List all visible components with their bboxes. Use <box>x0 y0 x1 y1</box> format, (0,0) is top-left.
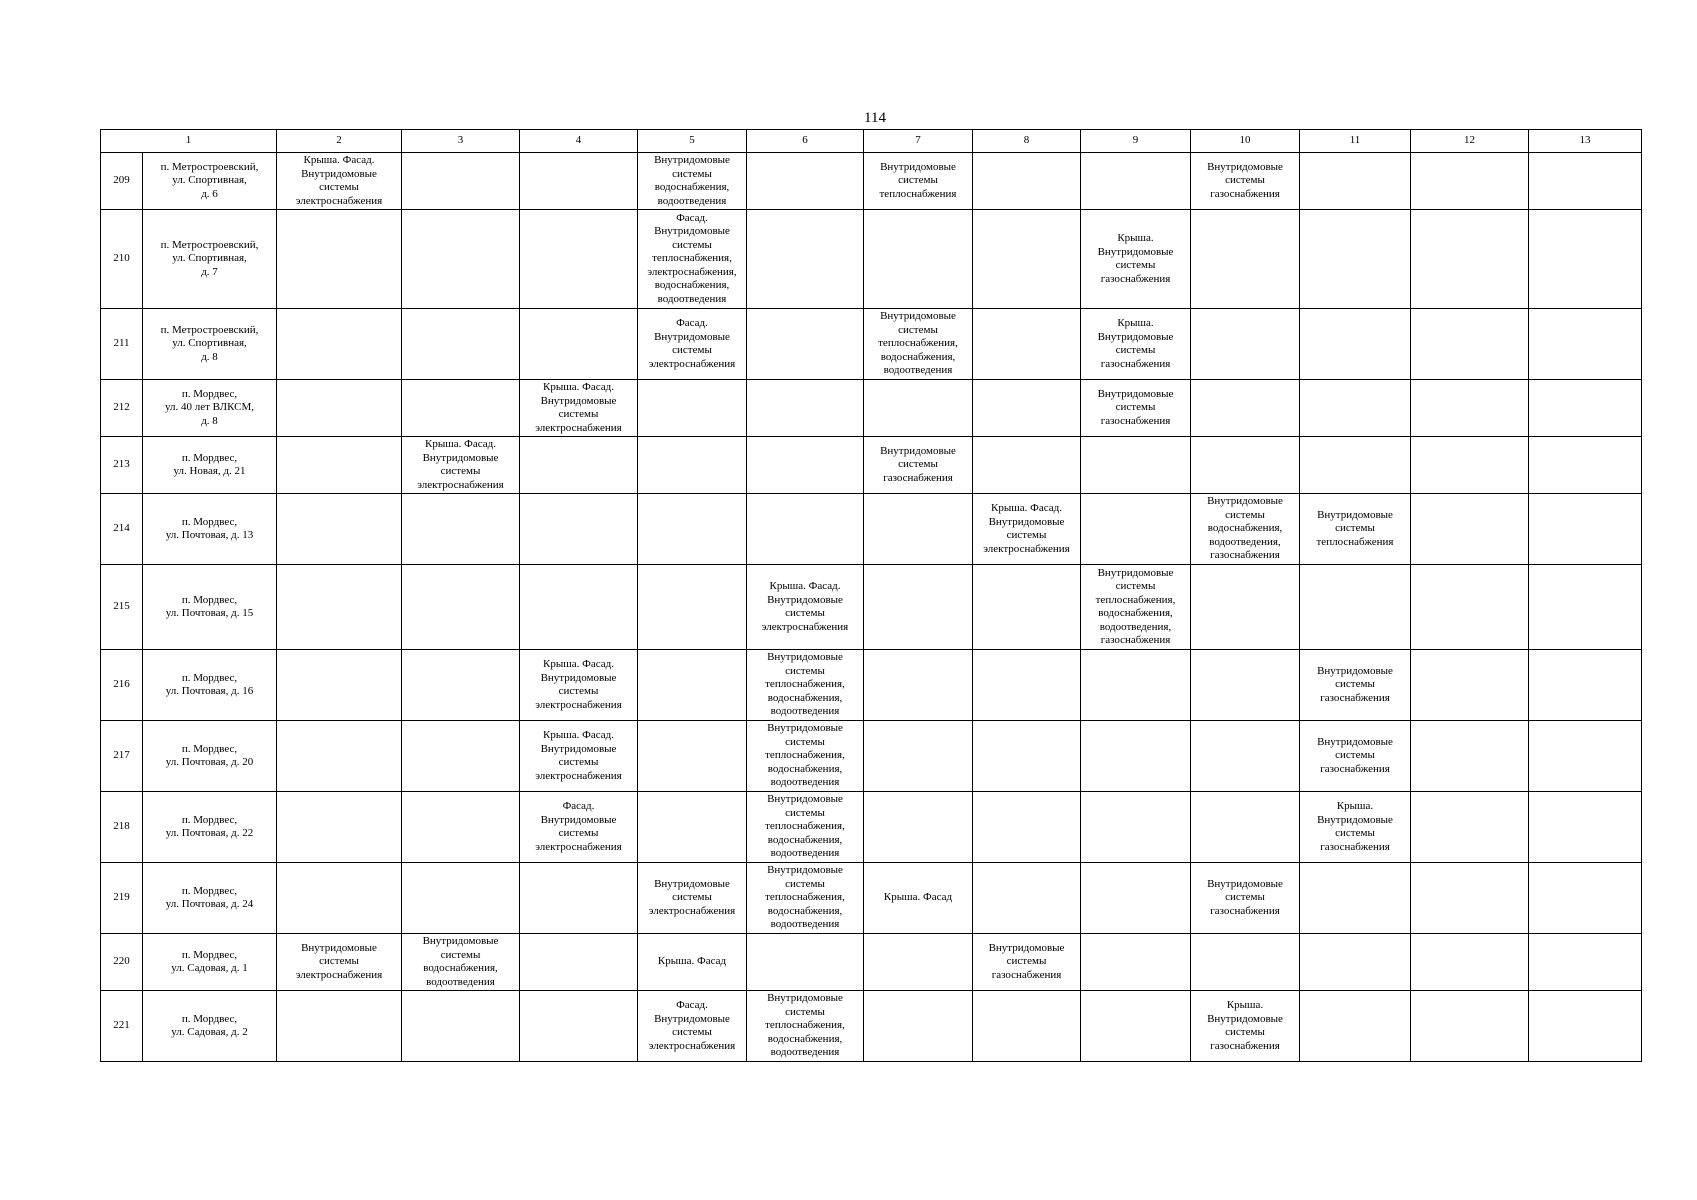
address-cell: п. Мордвес, ул. Новая, д. 21 <box>143 437 277 494</box>
work-cell-col-9 <box>1081 934 1191 991</box>
work-cell-col-8 <box>973 650 1081 721</box>
work-cell-col-13 <box>1529 991 1642 1062</box>
header-row <box>101 130 1642 153</box>
work-cell-col-10: Внутридомовые системы газоснабжения <box>1191 153 1300 210</box>
work-cell-col-9 <box>1081 650 1191 721</box>
work-cell-col-6: Внутридомовые системы теплоснабжения, водоснабжения, водоотведения <box>747 991 864 1062</box>
work-cell-col-9: Внутридомовые системы газоснабжения <box>1081 380 1191 437</box>
work-cell-col-6 <box>747 210 864 309</box>
address-cell: п. Мордвес, ул. 40 лет ВЛКСМ, д. 8 <box>143 380 277 437</box>
work-cell-col-2 <box>277 991 402 1062</box>
work-cell-col-9: Внутридомовые системы теплоснабжения, водоснабжения, водоотведения, газоснабжения <box>1081 565 1191 650</box>
work-cell-col-13 <box>1529 650 1642 721</box>
work-cell-col-3: Внутридомовые системы водоснабжения, водоотведения <box>402 934 520 991</box>
header-cell-11: 11 <box>1300 130 1411 153</box>
work-cell-col-9 <box>1081 721 1191 792</box>
work-cell-col-8 <box>973 991 1081 1062</box>
work-cell-col-8 <box>973 437 1081 494</box>
table-row <box>101 991 1642 1062</box>
work-cell-col-5 <box>638 650 747 721</box>
address-cell: п. Мордвес, ул. Почтовая, д. 13 <box>143 494 277 565</box>
work-cell-col-7 <box>864 380 973 437</box>
work-cell-col-4 <box>520 210 638 309</box>
work-cell-col-12 <box>1411 863 1529 934</box>
work-cell-col-3 <box>402 210 520 309</box>
header-cell-3: 3 <box>402 130 520 153</box>
work-cell-col-11 <box>1300 380 1411 437</box>
work-cell-col-9 <box>1081 494 1191 565</box>
work-cell-col-7: Крыша. Фасад <box>864 863 973 934</box>
work-cell-col-6: Внутридомовые системы теплоснабжения, водоснабжения, водоотведения <box>747 792 864 863</box>
table-row <box>101 863 1642 934</box>
work-cell-col-12 <box>1411 494 1529 565</box>
work-cell-col-8 <box>973 309 1081 380</box>
row-number: 212 <box>101 380 143 437</box>
work-cell-col-9: Крыша. Внутридомовые системы газоснабжения <box>1081 210 1191 309</box>
work-cell-col-10 <box>1191 721 1300 792</box>
work-cell-col-2 <box>277 210 402 309</box>
work-cell-col-10 <box>1191 934 1300 991</box>
work-cell-col-12 <box>1411 792 1529 863</box>
work-cell-col-4 <box>520 494 638 565</box>
header-cell-6: 6 <box>747 130 864 153</box>
table-row <box>101 792 1642 863</box>
work-cell-col-6 <box>747 309 864 380</box>
address-cell: п. Мордвес, ул. Почтовая, д. 16 <box>143 650 277 721</box>
work-cell-col-2: Крыша. Фасад. Внутридомовые системы электроснабжения <box>277 153 402 210</box>
work-cell-col-3 <box>402 494 520 565</box>
work-cell-col-5 <box>638 380 747 437</box>
work-cell-col-13 <box>1529 309 1642 380</box>
work-cell-col-2 <box>277 494 402 565</box>
work-cell-col-9: Крыша. Внутридомовые системы газоснабжения <box>1081 309 1191 380</box>
work-cell-col-11: Внутридомовые системы газоснабжения <box>1300 721 1411 792</box>
work-cell-col-7 <box>864 210 973 309</box>
work-cell-col-12 <box>1411 309 1529 380</box>
work-cell-col-5: Фасад. Внутридомовые системы теплоснабжения, электроснабжения, водоснабжения, водоотведения <box>638 210 747 309</box>
header-cell-1: 1 <box>101 130 277 153</box>
work-cell-col-12 <box>1411 934 1529 991</box>
work-cell-col-13 <box>1529 863 1642 934</box>
work-cell-col-4 <box>520 991 638 1062</box>
work-cell-col-2 <box>277 792 402 863</box>
work-cell-col-9 <box>1081 153 1191 210</box>
work-cell-col-11 <box>1300 991 1411 1062</box>
table-row <box>101 380 1642 437</box>
work-cell-col-13 <box>1529 721 1642 792</box>
work-cell-col-11 <box>1300 309 1411 380</box>
work-cell-col-13 <box>1529 437 1642 494</box>
work-cell-col-7: Внутридомовые системы газоснабжения <box>864 437 973 494</box>
work-cell-col-13 <box>1529 565 1642 650</box>
row-number: 220 <box>101 934 143 991</box>
row-number: 217 <box>101 721 143 792</box>
work-cell-col-9 <box>1081 863 1191 934</box>
work-cell-col-8 <box>973 380 1081 437</box>
work-cell-col-10 <box>1191 565 1300 650</box>
work-cell-col-4: Фасад. Внутридомовые системы электроснабжения <box>520 792 638 863</box>
work-cell-col-7: Внутридомовые системы теплоснабжения <box>864 153 973 210</box>
work-cell-col-3 <box>402 792 520 863</box>
table-row <box>101 494 1642 565</box>
row-number: 218 <box>101 792 143 863</box>
table-row <box>101 934 1642 991</box>
table-row <box>101 721 1642 792</box>
work-cell-col-8 <box>973 721 1081 792</box>
work-cell-col-5 <box>638 494 747 565</box>
work-cell-col-6 <box>747 494 864 565</box>
work-cell-col-9 <box>1081 991 1191 1062</box>
work-cell-col-10 <box>1191 792 1300 863</box>
row-number: 216 <box>101 650 143 721</box>
header-cell-8: 8 <box>973 130 1081 153</box>
work-cell-col-6 <box>747 153 864 210</box>
page-number: 114 <box>864 110 886 126</box>
work-cell-col-4 <box>520 437 638 494</box>
work-cell-col-5 <box>638 565 747 650</box>
work-cell-col-12 <box>1411 721 1529 792</box>
work-cell-col-9 <box>1081 437 1191 494</box>
work-cell-col-11 <box>1300 437 1411 494</box>
work-cell-col-11 <box>1300 565 1411 650</box>
work-cell-col-2 <box>277 380 402 437</box>
work-cell-col-12 <box>1411 380 1529 437</box>
work-cell-col-5: Крыша. Фасад <box>638 934 747 991</box>
work-cell-col-8 <box>973 792 1081 863</box>
work-cell-col-10: Внутридомовые системы газоснабжения <box>1191 863 1300 934</box>
work-cell-col-13 <box>1529 153 1642 210</box>
work-cell-col-10 <box>1191 309 1300 380</box>
header-cell-5: 5 <box>638 130 747 153</box>
work-cell-col-8: Внутридомовые системы газоснабжения <box>973 934 1081 991</box>
row-number: 211 <box>101 309 143 380</box>
work-cell-col-7 <box>864 991 973 1062</box>
row-number: 209 <box>101 153 143 210</box>
work-cell-col-11 <box>1300 934 1411 991</box>
work-cell-col-4: Крыша. Фасад. Внутридомовые системы электроснабжения <box>520 650 638 721</box>
address-cell: п. Метростроевский, ул. Спортивная, д. 7 <box>143 210 277 309</box>
work-cell-col-13 <box>1529 494 1642 565</box>
work-cell-col-6 <box>747 934 864 991</box>
work-cell-col-4 <box>520 565 638 650</box>
work-cell-col-3 <box>402 309 520 380</box>
work-cell-col-10 <box>1191 210 1300 309</box>
work-cell-col-7 <box>864 494 973 565</box>
work-cell-col-5 <box>638 437 747 494</box>
work-cell-col-13 <box>1529 210 1642 309</box>
address-cell: п. Мордвес, ул. Садовая, д. 1 <box>143 934 277 991</box>
work-cell-col-7 <box>864 650 973 721</box>
work-cell-col-11 <box>1300 863 1411 934</box>
work-cell-col-12 <box>1411 991 1529 1062</box>
address-cell: п. Мордвес, ул. Почтовая, д. 22 <box>143 792 277 863</box>
row-number: 221 <box>101 991 143 1062</box>
table-row <box>101 650 1642 721</box>
address-cell: п. Мордвес, ул. Почтовая, д. 15 <box>143 565 277 650</box>
work-cell-col-10 <box>1191 380 1300 437</box>
work-cell-col-11: Внутридомовые системы газоснабжения <box>1300 650 1411 721</box>
header-cell-13: 13 <box>1529 130 1642 153</box>
table-row <box>101 309 1642 380</box>
work-cell-col-8 <box>973 153 1081 210</box>
work-cell-col-6: Внутридомовые системы теплоснабжения, водоснабжения, водоотведения <box>747 650 864 721</box>
work-cell-col-11 <box>1300 210 1411 309</box>
work-cell-col-6: Крыша. Фасад. Внутридомовые системы электроснабжения <box>747 565 864 650</box>
work-cell-col-13 <box>1529 934 1642 991</box>
work-cell-col-10 <box>1191 650 1300 721</box>
address-cell: п. Мордвес, ул. Почтовая, д. 24 <box>143 863 277 934</box>
work-cell-col-13 <box>1529 380 1642 437</box>
row-number: 215 <box>101 565 143 650</box>
work-cell-col-11: Крыша. Внутридомовые системы газоснабжения <box>1300 792 1411 863</box>
work-cell-col-3 <box>402 991 520 1062</box>
work-cell-col-12 <box>1411 437 1529 494</box>
work-cell-col-10: Крыша. Внутридомовые системы газоснабжения <box>1191 991 1300 1062</box>
address-cell: п. Метростроевский, ул. Спортивная, д. 6 <box>143 153 277 210</box>
work-cell-col-3 <box>402 565 520 650</box>
work-cell-col-8 <box>973 863 1081 934</box>
header-cell-7: 7 <box>864 130 973 153</box>
header-cell-10: 10 <box>1191 130 1300 153</box>
work-cell-col-3 <box>402 380 520 437</box>
work-cell-col-3 <box>402 863 520 934</box>
row-number: 214 <box>101 494 143 565</box>
work-cell-col-7 <box>864 934 973 991</box>
work-cell-col-5: Внутридомовые системы электроснабжения <box>638 863 747 934</box>
table-row <box>101 210 1642 309</box>
work-cell-col-4 <box>520 934 638 991</box>
table-row <box>101 437 1642 494</box>
work-cell-col-6 <box>747 437 864 494</box>
work-cell-col-6 <box>747 380 864 437</box>
work-cell-col-5: Внутридомовые системы водоснабжения, водоотведения <box>638 153 747 210</box>
work-cell-col-2 <box>277 650 402 721</box>
header-cell-9: 9 <box>1081 130 1191 153</box>
table-row <box>101 153 1642 210</box>
row-number: 210 <box>101 210 143 309</box>
header-cell-12: 12 <box>1411 130 1529 153</box>
work-cell-col-13 <box>1529 792 1642 863</box>
work-cell-col-12 <box>1411 210 1529 309</box>
work-cell-col-10 <box>1191 437 1300 494</box>
work-cell-col-3 <box>402 721 520 792</box>
work-cell-col-2 <box>277 721 402 792</box>
work-cell-col-8 <box>973 565 1081 650</box>
work-cell-col-7 <box>864 792 973 863</box>
table-row <box>101 565 1642 650</box>
work-cell-col-3 <box>402 650 520 721</box>
header-cell-2: 2 <box>277 130 402 153</box>
work-cell-col-7 <box>864 565 973 650</box>
work-cell-col-11 <box>1300 153 1411 210</box>
header-cell-4: 4 <box>520 130 638 153</box>
work-cell-col-6: Внутридомовые системы теплоснабжения, водоснабжения, водоотведения <box>747 863 864 934</box>
work-cell-col-7: Внутридомовые системы теплоснабжения, водоснабжения, водоотведения <box>864 309 973 380</box>
address-cell: п. Мордвес, ул. Садовая, д. 2 <box>143 991 277 1062</box>
row-number: 213 <box>101 437 143 494</box>
repair-schedule-table <box>100 129 1642 1062</box>
work-cell-col-6: Внутридомовые системы теплоснабжения, водоснабжения, водоотведения <box>747 721 864 792</box>
work-cell-col-5 <box>638 721 747 792</box>
work-cell-col-8: Крыша. Фасад. Внутридомовые системы электроснабжения <box>973 494 1081 565</box>
work-cell-col-4 <box>520 863 638 934</box>
work-cell-col-9 <box>1081 792 1191 863</box>
work-cell-col-2 <box>277 863 402 934</box>
work-cell-col-4: Крыша. Фасад. Внутридомовые системы электроснабжения <box>520 380 638 437</box>
work-cell-col-3: Крыша. Фасад. Внутридомовые системы электроснабжения <box>402 437 520 494</box>
work-cell-col-3 <box>402 153 520 210</box>
work-cell-col-2 <box>277 565 402 650</box>
work-cell-col-4 <box>520 309 638 380</box>
work-cell-col-12 <box>1411 153 1529 210</box>
work-cell-col-12 <box>1411 565 1529 650</box>
work-cell-col-12 <box>1411 650 1529 721</box>
work-cell-col-4: Крыша. Фасад. Внутридомовые системы электроснабжения <box>520 721 638 792</box>
work-cell-col-2 <box>277 309 402 380</box>
row-number: 219 <box>101 863 143 934</box>
work-cell-col-2 <box>277 437 402 494</box>
work-cell-col-2: Внутридомовые системы электроснабжения <box>277 934 402 991</box>
work-cell-col-5: Фасад. Внутридомовые системы электроснабжения <box>638 991 747 1062</box>
work-cell-col-4 <box>520 153 638 210</box>
work-cell-col-10: Внутридомовые системы водоснабжения, водоотведения, газоснабжения <box>1191 494 1300 565</box>
work-cell-col-5 <box>638 792 747 863</box>
work-cell-col-8 <box>973 210 1081 309</box>
work-cell-col-7 <box>864 721 973 792</box>
work-cell-col-11: Внутридомовые системы теплоснабжения <box>1300 494 1411 565</box>
work-cell-col-5: Фасад. Внутридомовые системы электроснабжения <box>638 309 747 380</box>
address-cell: п. Мордвес, ул. Почтовая, д. 20 <box>143 721 277 792</box>
address-cell: п. Метростроевский, ул. Спортивная, д. 8 <box>143 309 277 380</box>
